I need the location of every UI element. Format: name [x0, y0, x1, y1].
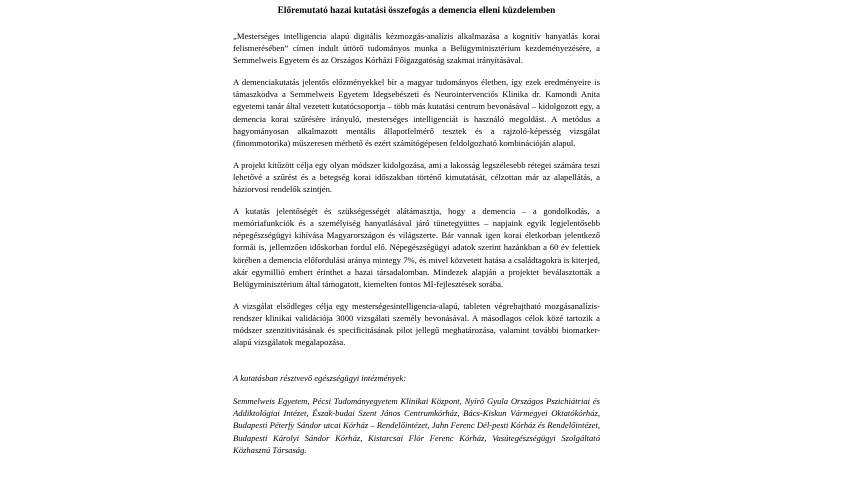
paragraph-study-aims: A vizsgálat elsődleges célja egy mesterségesintelligencia-alapú, tableten végrehajtható mozgásanalízis-rendszer klinikai validációja 3000 vizsgálati személy bevonásával. A másodlagos célok közé tartozik a módszer szenzitivitásának és specificitásának pilot jellegű meghatározása, valamint további biomarker-alapú vizsgálatok megalapozása. — [233, 300, 600, 348]
institutions-heading: A kutatásban résztvevő egészségügyi intézmények: — [233, 373, 407, 384]
paragraph-intro: „Mesterséges intelligencia alapú digitális kézmozgás-analízis alkalmazása a kognitív hanyatlás korai felismerésében” címen indult úttörő tudományos munka a Belügyminisztérium kezdeményezésére, a Semmelweis Egyetem és az Országos Kórházi Főigazgatóság szakmai irányításával. — [233, 31, 600, 66]
paragraph-project-goal: A projekt kitűzött célja egy olyan módszer kidolgozása, ami a lakosság legszélesebb rétegei számára teszi lehetővé a szűrést és a betegség korai időszakban történő kimutatását, célzottan már az alapellátás, a háziorvosi rendelők szintjén. — [233, 159, 600, 195]
paragraph-background: A demenciakutatás jelentős előzményekkel bír a magyar tudományos életben, így ezek eredményeire is támaszkodva a Semmelweis Egyetem Idegsebészeti és Neurointervenciós Klinika dr. Kamondi Anita egyetemi tanár által vezetett kutatócsoportja – több más kutatási centrum bevonásával – kidolgozott egy, a demencia korai szűrésére irányuló, mesterséges intelligenciát is használó megoldást. A metódus a hagyományosan alkalmazott mentális állapotfelmérő tesztek és a rajzoló-képesség vizsgálat (finommotorika) műszeresen mérhető és ezért számítógépesen feldolgozható kombinációján alapul. — [233, 77, 600, 148]
page-title: Előremutató hazai kutatási összefogás a demencia elleni küzdelemben — [277, 6, 556, 16]
section-divider — [233, 358, 600, 372]
institutions-list: Semmelweis Egyetem, Pécsi Tudományegyetem Klinikai Központ, Nyírő Gyula Országos Pszichiátriai és Addiktológiai Intézet, Észak-budai Szent János Centrumkórház, Bács-Kiskun Vármegyei Oktatókórház, Budapesti Péterfy Sándor utcai Kórház – Rendelőintézet, Jahn Ferenc Dél-pesti Kórház és Rendelőintézet, Budapesti Károlyi Sándor Kórház, Kistarcsai Flór Ferenc Kórház, Vasútegészségügyi Szolgáltató Közhasznú Társaság. — [233, 396, 600, 455]
document-body — [233, 5, 600, 456]
paragraph-significance: A kutatás jelentőségét és szükségességét alátámasztja, hogy a demencia – a gondolkodás, a memóriafunkciók és a személyiség hanyatlásával járó tünetegyüttes – napjaink egyik legjelentősebb népegészségügyi kihívása Magyarországon és világszerte. Bár vannak igen korai életkorban jelentkező formái is, jellemzően időskorban fordul elő. Népegészségügyi adatok szerint hazánkban a 60 év felettiek körében a demencia előfordulási aránya mintegy 7%, és mivel közvetett hatása a családtagokra is kiterjed, akár egymillió embert érinthet a hazai társadalomban. Mindezek alapján a projektet beválasztották a Belügyminisztérium által támogatott, kiemelten fontos MI-fejlesztések sorába. — [233, 206, 600, 289]
